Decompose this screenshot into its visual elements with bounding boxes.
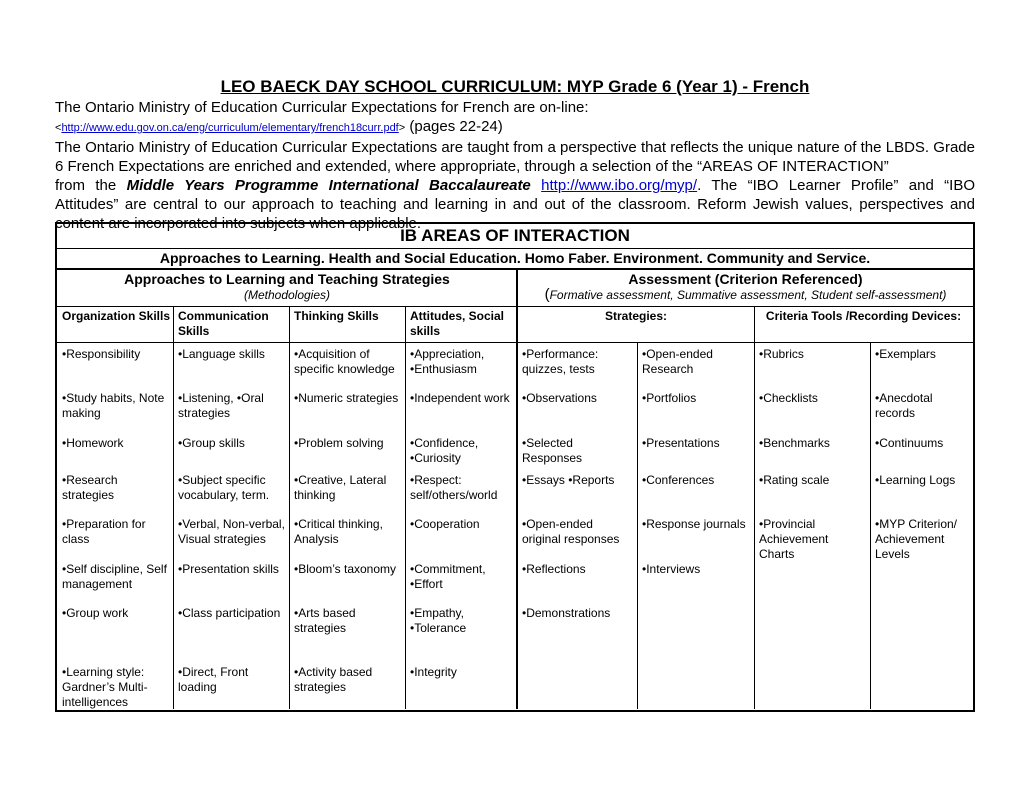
table-cell: •Provincial Achievement Charts <box>759 517 829 561</box>
strategies-head: Strategies: <box>604 309 668 323</box>
table-cell: •Cooperation <box>410 517 480 531</box>
divider <box>516 307 518 342</box>
table-cell: •Subject specific vocabulary, term. <box>178 473 270 502</box>
assessment-sub-text: Formative assessment, Summative assessment, Student self-assessment) <box>549 288 947 302</box>
table-cell: •Activity based strategies <box>294 665 373 694</box>
divider <box>754 307 755 342</box>
section-header-row <box>57 270 973 307</box>
table-cell: •Presentation skills <box>178 562 279 576</box>
table-cell: •Class participation <box>178 606 281 620</box>
table-cell: •Open-ended original responses <box>522 517 620 546</box>
para-b-tail: . The “IBO Learner Profile” and “IBO <box>697 177 975 194</box>
table-cell: •Response journals <box>642 517 746 531</box>
program-name: Middle Years Programme International Baccalaureate <box>126 177 531 194</box>
intro-link-line <box>55 117 975 138</box>
table-cell: •Arts based strategies <box>294 606 356 635</box>
table-cell: •Confidence, •Curiosity <box>410 436 479 465</box>
divider <box>754 343 755 709</box>
col-head-thinking: Thinking Skills <box>294 309 379 323</box>
table-cell: •Self discipline, Self management <box>62 562 167 591</box>
table-cell: •Benchmarks <box>759 436 830 450</box>
table-title: IB AREAS OF INTERACTION <box>57 224 973 249</box>
table-cell: •Preparation for class <box>62 517 146 546</box>
table-cell: •Creative, Lateral thinking <box>294 473 387 502</box>
intro-line-1: The Ontario Ministry of Education Curricular Expectations for French are on-line: <box>55 99 589 116</box>
table-cell: •Direct, Front loading <box>178 665 249 694</box>
column-header-row <box>57 307 973 343</box>
table-cell: •Presentations <box>642 436 720 450</box>
table-cell: •Learning style: Gardner’s Multi-intelligences <box>62 665 148 709</box>
table-cell: •Open-ended Research <box>642 347 713 376</box>
table-cell: •Portfolios <box>642 391 697 405</box>
table-cell: •Bloom’s taxonomy <box>294 562 397 576</box>
table-cell: •Rating scale <box>759 473 830 487</box>
table-subtitle: Approaches to Learning. Health and Social Education. Homo Faber. Environment. Community and Service. <box>57 249 973 270</box>
divider <box>405 343 406 709</box>
table-cell: •Continuums <box>875 436 944 450</box>
table-cell: •Performance: quizzes, tests <box>522 347 599 376</box>
divider <box>289 307 290 342</box>
assessment-title: Assessment (Criterion Referenced) <box>628 271 863 287</box>
table-cell: •Listening, •Oral strategies <box>178 391 264 420</box>
pages-ref: (pages 22-24) <box>409 118 503 135</box>
ibo-link[interactable]: http://www.ibo.org/myp/ <box>541 177 698 194</box>
table-cell: •Acquisition of specific knowledge <box>294 347 395 376</box>
table-cell: •Interviews <box>642 562 701 576</box>
page-title: LEO BAECK DAY SCHOOL CURRICULUM: MYP Grade 6 (Year 1) - French <box>220 77 810 96</box>
table-cell: •Group skills <box>178 436 245 450</box>
para-from: from the <box>55 177 117 194</box>
table-cell: •Research strategies <box>62 473 118 502</box>
table-cell: •MYP Criterion/ Achievement Levels <box>875 517 958 561</box>
curriculum-table <box>55 222 975 712</box>
table-cell: •Group work <box>62 606 129 620</box>
table-cell: •Reflections <box>522 562 586 576</box>
divider <box>637 343 638 709</box>
table-cell: •Demonstrations <box>522 606 611 620</box>
intro-para-c: Attitudes” are central to our approach to teaching and learning in and out of the classroom. Reform Jewish values, perspectives and content are incorporated into subjects when applicable. <box>55 196 975 232</box>
table-cell: •Selected Responses <box>522 436 583 465</box>
table-cell: •Critical thinking, Analysis <box>294 517 383 546</box>
link-close: > <box>398 122 406 134</box>
col-head-attitudes: Attitudes, Social skills <box>410 309 505 338</box>
divider <box>516 343 518 709</box>
assessment-sub-paren: ( <box>544 286 550 303</box>
table-cell: •Essays •Reports <box>522 473 615 487</box>
table-cell: •Rubrics <box>759 347 804 361</box>
table-cell: •Commitment, •Effort <box>410 562 486 591</box>
table-cell: •Verbal, Non-verbal, Visual strategies <box>178 517 285 546</box>
document-header <box>55 76 975 233</box>
curriculum-link[interactable]: http://www.edu.gov.on.ca/eng/curriculum/elementary/french18curr.pdf <box>61 122 399 134</box>
table-cell: •Appreciation, •Enthusiasm <box>410 347 485 376</box>
divider <box>405 307 406 342</box>
col-head-organization: Organization Skills <box>62 309 171 323</box>
table-cell: •Problem solving <box>294 436 384 450</box>
divider <box>173 343 174 709</box>
table-cell: •Integrity <box>410 665 457 679</box>
table-cell: •Language skills <box>178 347 265 361</box>
table-cell: •Observations <box>522 391 597 405</box>
table-cell: •Exemplars <box>875 347 936 361</box>
link-open: < <box>55 122 62 134</box>
table-cell: •Empathy, •Tolerance <box>410 606 467 635</box>
table-cell: •Respect: self/others/world <box>410 473 498 502</box>
assessment-sub <box>518 288 973 302</box>
table-cell: •Conferences <box>642 473 715 487</box>
col-head-communication: Communication Skills <box>178 309 269 338</box>
divider <box>173 307 174 342</box>
assessment-header <box>518 270 973 306</box>
divider <box>870 343 871 709</box>
approaches-header <box>57 270 517 306</box>
table-cell: •Responsibility <box>62 347 141 361</box>
table-cell: •Study habits, Note making <box>62 391 165 420</box>
intro-para-b <box>55 176 975 195</box>
table-cell: •Independent work <box>410 391 510 405</box>
approaches-title: Approaches to Learning and Teaching Strategies <box>124 271 450 287</box>
table-cell: •Homework <box>62 436 124 450</box>
table-cell: •Learning Logs <box>875 473 956 487</box>
table-cell: •Numeric strategies <box>294 391 399 405</box>
table-body <box>57 343 973 709</box>
approaches-sub: (Methodologies) <box>243 288 331 302</box>
intro-para-a: The Ontario Ministry of Education Curricular Expectations are taught from a perspective that reflects the unique nature of the LBDS. Grade 6 French Expectations are enriched and extended, where appropriate, through a selection of the “AREAS OF INTERACTION” <box>55 139 975 175</box>
table-cell: •Anecdotal records <box>875 391 933 420</box>
criteria-head: Criteria Tools /Recording Devices: <box>765 309 962 323</box>
table-cell: •Checklists <box>759 391 818 405</box>
divider <box>289 343 290 709</box>
